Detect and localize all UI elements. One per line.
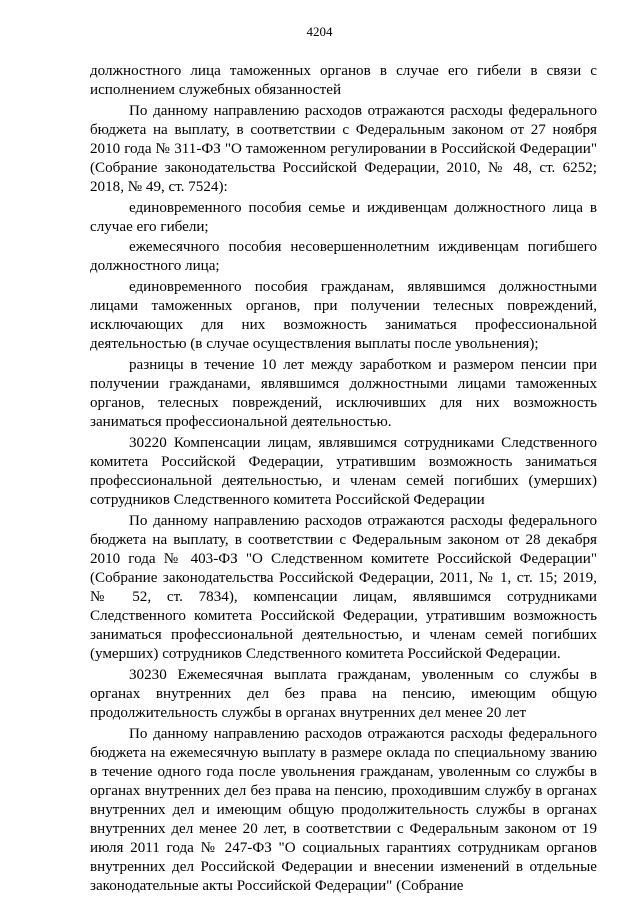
paragraph-10: По данному направлению расходов отражаются расходы федерального бюджета на ежемесячную выплату в размере оклада по специальному званию в течение одного года после увольнения гражданам, уволенным со службы в органах внутренних дел без права на пенсию, проходившим службу в органах внутренних дел и имеющим общую продолжительность службы в органах внутренних дел менее 20 лет, в соответствии с Федеральным законом от 19 июля 2011 года № 247-ФЗ "О социальных гарантиях сотрудникам органов внутренних дел Российской Федерации и внесении изменений в отдельные законодательные акты Российской Федерации" (Собрание <box>90 725 597 895</box>
paragraph-3: единовременного пособия семье и иждивенцам должностного лица в случае его гибели; <box>90 199 597 235</box>
section-heading-30230: 30230 Ежемесячная выплата гражданам, уволенным со службы в органах внутренних дел без права на пенсию, имеющим общую продолжительность службы в органах внутренних дел менее 20 лет <box>90 666 597 722</box>
paragraph-4: ежемесячного пособия несовершеннолетним иждивенцам погибшего должностного лица; <box>90 239 597 275</box>
document-body <box>90 62 597 897</box>
section-heading-30220: 30220 Компенсации лицам, являвшимся сотрудниками Следственного комитета Российской Федерации, утратившим возможность заниматься профессиональной деятельностью, и членам семей погибших (умерших) сотрудников Следственного комитета Российской Федерации <box>90 434 597 509</box>
paragraph-8: По данному направлению расходов отражаются расходы федерального бюджета на выплату, в соответствии с Федеральным законом от 28 декабря 2010 года № 403-ФЗ "О Следственном комитете Российской Федерации" (Собрание законодательства Российской Федерации, 2011, № 1, ст. 15; 2019, № 52, ст. 7834), компенсации лицам, являвшимся сотрудниками Следственного комитета Российской Федерации, утратившим возможность заниматься профессиональной деятельностью, и членам семей погибших (умерших) сотрудников Следственного комитета Российской Федерации. <box>90 512 597 663</box>
paragraph-1: должностного лица таможенных органов в случае его гибели в связи с исполнением служебных обязанностей <box>90 63 597 99</box>
paragraph-2: По данному направлению расходов отражаются расходы федерального бюджета на выплату, в соответствии с Федеральным законом от 27 ноября 2010 года № 311-ФЗ "О таможенном регулировании в Российской Федерации" (Собрание законодательства Российской Федерации, 2010, № 48, ст. 6252; 2018, № 49, ст. 7524): <box>90 102 597 196</box>
paragraph-6: разницы в течение 10 лет между заработком и размером пенсии при получении гражданами, являвшимся должностными лицами таможенных органов, телесных повреждений, исключивших для них возможность заниматься профессиональной деятельностью. <box>90 356 597 431</box>
paragraph-5: единовременного пособия гражданам, являвшимся должностными лицами таможенных органов, при получении телесных повреждений, исключающих для них возможность заниматься профессиональной деятельностью (в случае осуществления выплаты после увольнения); <box>90 279 597 353</box>
page-number: 4204 <box>306 24 333 39</box>
